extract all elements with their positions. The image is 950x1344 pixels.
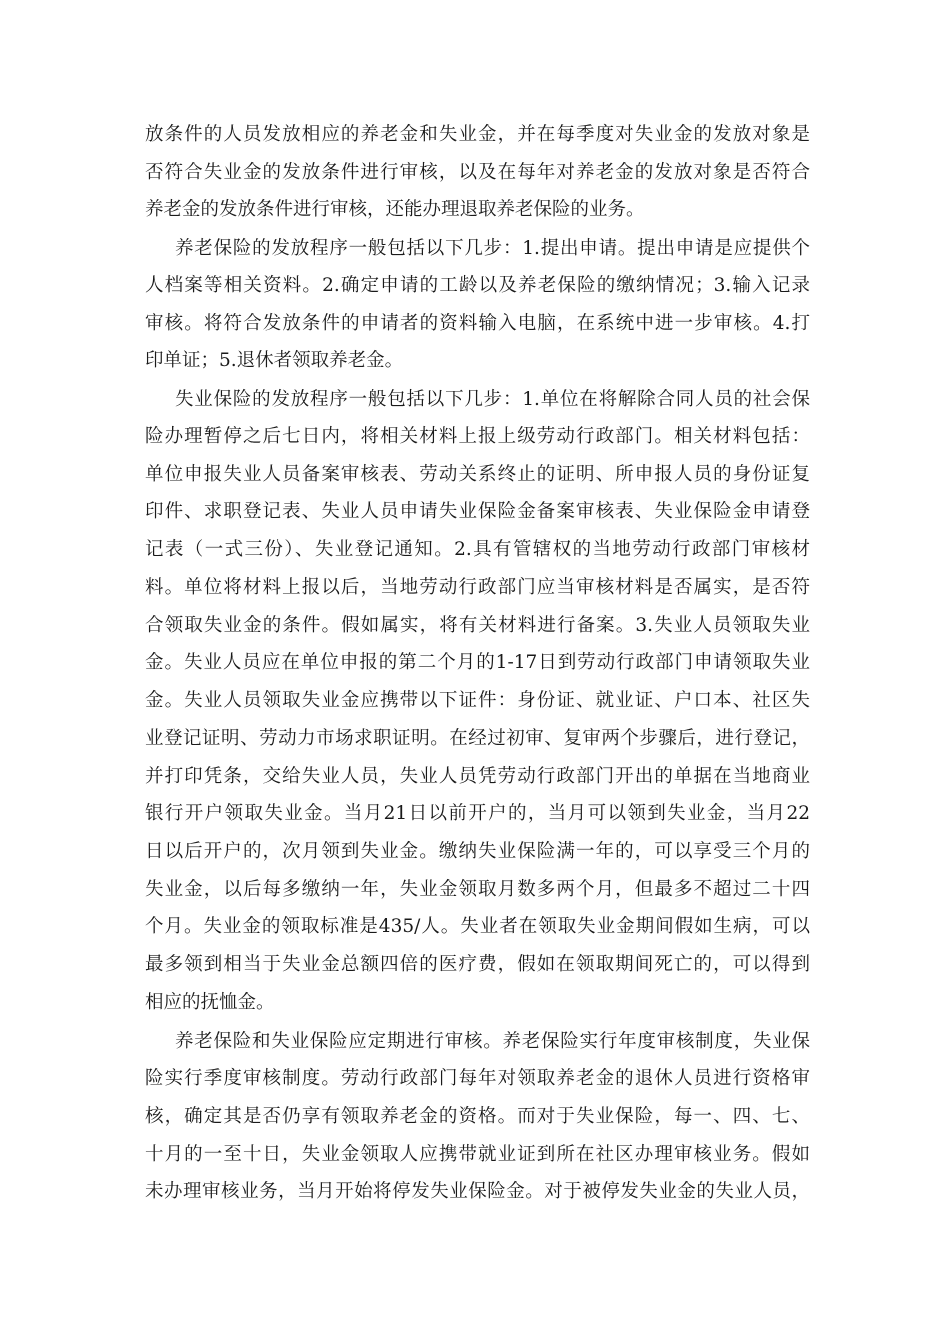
- paragraph-line: 养老保险和失业保险应定期进行审核。养老保险实行年度审核制度，失业保: [175, 1031, 810, 1052]
- paragraph-line: 十月的一至十日，失业金领取人应携带就业证到所在社区办理审核业务。假如: [145, 1144, 810, 1165]
- paragraph-line: 失业保险的发放程序一般包括以下几步：1.单位在将解除合同人员的社会保: [175, 389, 810, 410]
- paragraph-line: 险实行季度审核制度。劳动行政部门每年对领取养老金的退休人员进行资格审: [145, 1068, 810, 1089]
- paragraph-line: 合领取失业金的条件。假如属实，将有关材料进行备案。3.失业人员领取失业: [145, 615, 810, 636]
- paragraph-line: 金。失业人员应在单位申报的第二个月的1-17日到劳动行政部门申请领取失业: [145, 652, 810, 673]
- paragraph-line: 审核。将符合发放条件的申请者的资料输入电脑，在系统中进一步审核。4.打: [145, 313, 810, 334]
- paragraph-line: 最多领到相当于失业金总额四倍的医疗费，假如在领取期间死亡的，可以得到: [145, 954, 810, 975]
- paragraph-line: 并打印凭条，交给失业人员，失业人员凭劳动行政部门开出的单据在当地商业: [145, 766, 810, 787]
- paragraph-line: 单位申报失业人员备案审核表、劳动关系终止的证明、所申报人员的身份证复: [145, 464, 810, 485]
- paragraph-line: 银行开户领取失业金。当月21日以前开户的，当月可以领到失业金，当月22: [145, 803, 810, 824]
- paragraph-line: 料。单位将材料上报以后，当地劳动行政部门应当审核材料是否属实，是否符: [145, 577, 810, 598]
- paragraph-line: 印件、求职登记表、失业人员申请失业保险金备案审核表、失业保险金申请登: [145, 501, 810, 522]
- paragraph-line: 印单证；5.退休者领取养老金。: [145, 350, 404, 371]
- paragraph-line: 人档案等相关资料。2.确定申请的工龄以及养老保险的缴纳情况；3.输入记录: [145, 275, 810, 296]
- paragraph-line: 核，确定其是否仍享有领取养老金的资格。而对于失业保险，每一、四、七、: [145, 1106, 810, 1127]
- paragraph-line: 否符合失业金的发放条件进行审核，以及在每年对养老金的发放对象是否符合: [145, 162, 810, 183]
- paragraph-line: 养老金的发放条件进行审核，还能办理退取养老保险的业务。: [145, 199, 645, 220]
- paragraph-line: 相应的抚恤金。: [145, 992, 275, 1013]
- paragraph-line: 日以后开户的，次月领到失业金。缴纳失业保险满一年的，可以享受三个月的: [145, 841, 810, 862]
- paragraph-line: 险办理暂停之后七日内，将相关材料上报上级劳动行政部门。相关材料包括：: [145, 426, 810, 447]
- paragraph-line: 业登记证明、劳动力市场求职证明。在经过初审、复审两个步骤后，进行登记，: [145, 728, 810, 749]
- paragraph-line: 放条件的人员发放相应的养老金和失业金，并在每季度对失业金的发放对象是: [145, 124, 810, 145]
- paragraph-line: 金。失业人员领取失业金应携带以下证件：身份证、就业证、户口本、社区失: [145, 690, 810, 711]
- paragraph-line: 记表（一式三份）、失业登记通知。2.具有管辖权的当地劳动行政部门审核材: [145, 539, 810, 560]
- paragraph-line: 养老保险的发放程序一般包括以下几步：1.提出申请。提出申请是应提供个: [175, 238, 810, 259]
- paragraph-line: 个月。失业金的领取标准是435/人。失业者在领取失业金期间假如生病，可以: [145, 916, 810, 937]
- paragraph-line: 失业金，以后每多缴纳一年，失业金领取月数多两个月，但最多不超过二十四: [145, 879, 810, 900]
- paragraph-line: 未办理审核业务，当月开始将停发失业保险金。对于被停发失业金的失业人员，: [145, 1181, 810, 1202]
